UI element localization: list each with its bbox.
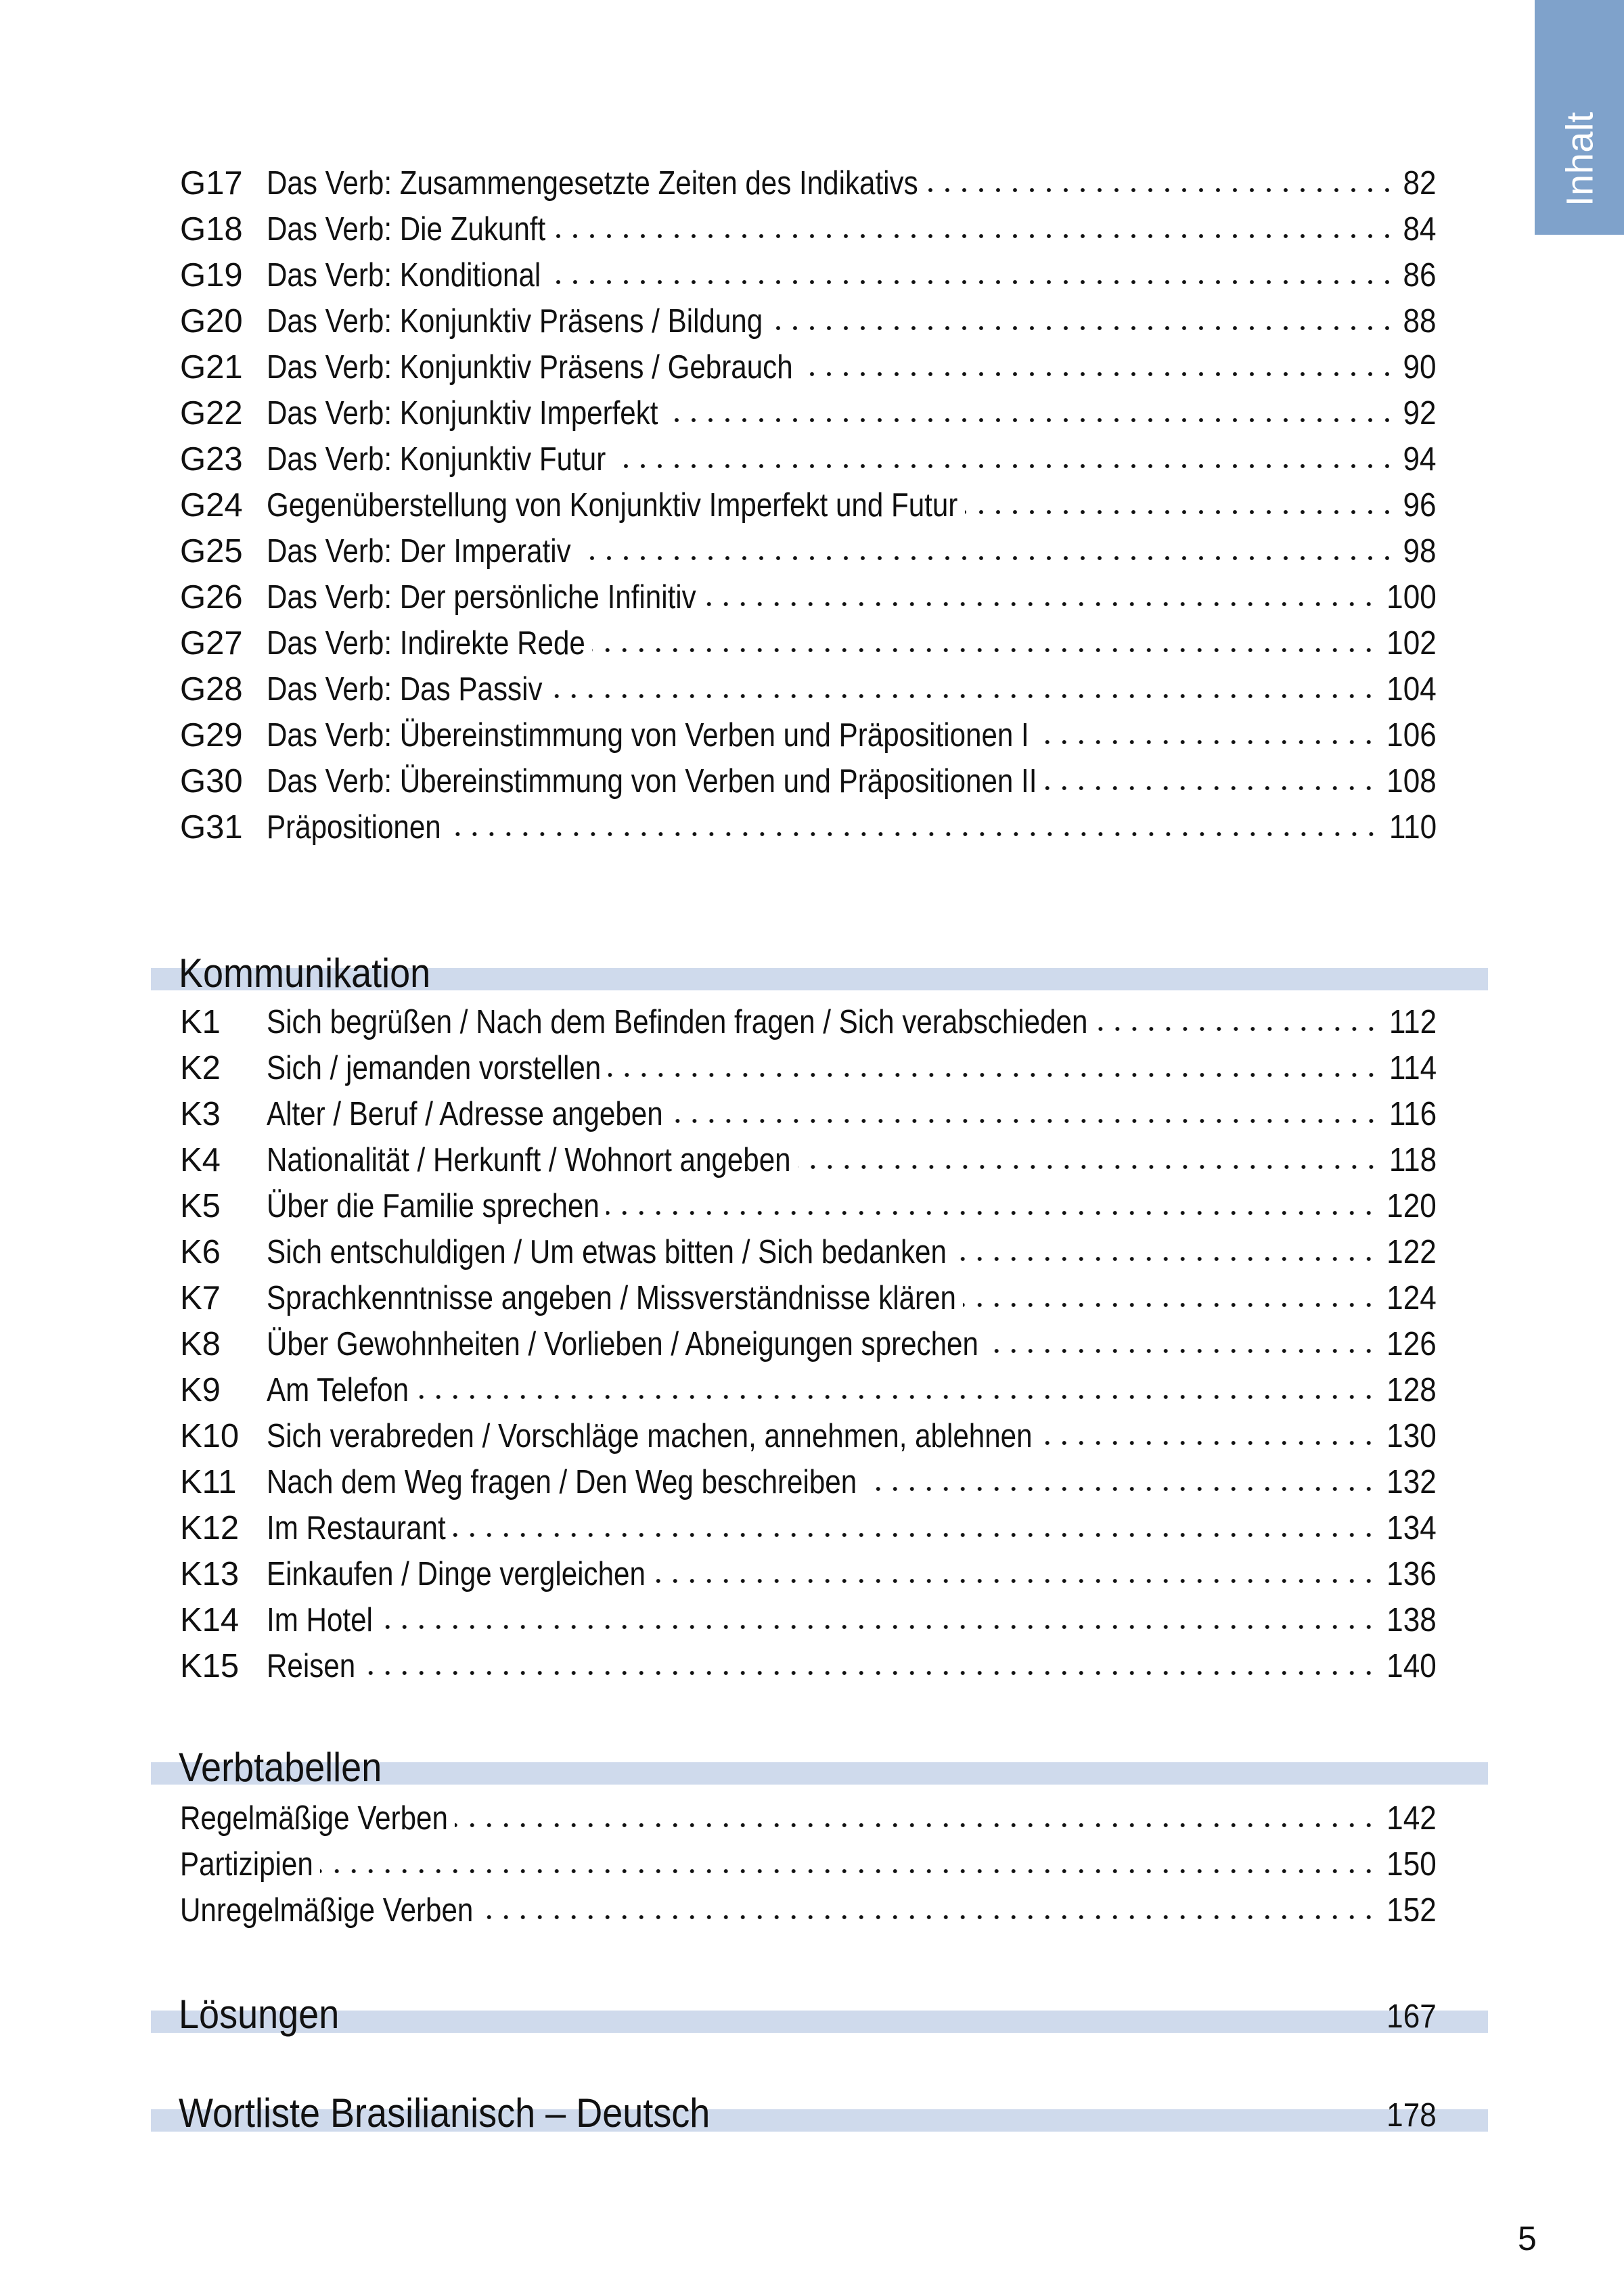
entry-page: 136 — [1386, 1556, 1437, 1592]
entry-title: Reisen — [267, 1648, 356, 1684]
section-tab-inhalt[interactable] — [1535, 0, 1624, 235]
entry-code: K12 — [180, 1510, 240, 1546]
entry-title: Das Verb: Übereinstimmung von Verben und Präpositionen II — [267, 763, 1037, 800]
entry-page: 90 — [1403, 349, 1437, 386]
entry-page: 150 — [1386, 1846, 1437, 1883]
dot-leader — [320, 1867, 1377, 1875]
dot-leader — [985, 1347, 1377, 1355]
entry-page: 132 — [1386, 1464, 1437, 1500]
toc-entry-k1[interactable] — [180, 1005, 1437, 1039]
dot-leader — [613, 462, 1395, 470]
entry-page: 122 — [1386, 1234, 1437, 1270]
entry-title: Sich entschuldigen / Um etwas bitten / Sich bedanken — [267, 1234, 947, 1270]
entry-page: 84 — [1403, 211, 1437, 248]
entry-page: 152 — [1386, 1892, 1437, 1929]
section-heading-verbtabellen[interactable]: Verbtabellen — [179, 1745, 382, 1790]
dot-leader — [925, 186, 1395, 194]
entry-page: 142 — [1386, 1800, 1437, 1837]
wortliste-page: 178 — [1386, 2097, 1437, 2134]
entry-code: G26 — [180, 579, 243, 616]
entry-title: Einkaufen / Dinge vergleichen — [267, 1556, 646, 1592]
toc-entry-k6[interactable] — [180, 1235, 1437, 1269]
toc-entry-g26[interactable] — [180, 580, 1437, 614]
dot-leader — [1095, 1025, 1380, 1033]
dot-leader — [453, 1531, 1377, 1539]
entry-title: Über Gewohnheiten / Vorlieben / Abneigungen sprechen — [267, 1326, 978, 1362]
entry-code: G18 — [180, 211, 243, 248]
entry-page: 96 — [1403, 487, 1437, 524]
toc-entry-k4[interactable] — [180, 1143, 1437, 1177]
toc-entry-k14[interactable] — [180, 1603, 1437, 1637]
entry-title: Am Telefon — [267, 1372, 409, 1408]
entry-page: 138 — [1386, 1602, 1437, 1638]
dot-leader — [1039, 1439, 1377, 1447]
toc-entry-k3[interactable] — [180, 1097, 1437, 1131]
dot-leader — [363, 1669, 1377, 1677]
entry-code: K4 — [180, 1142, 221, 1178]
entry-title: Partizipien — [180, 1846, 313, 1883]
toc-entry-regelmaessige-verben[interactable] — [180, 1801, 1437, 1835]
toc-entry-g20[interactable] — [180, 304, 1437, 338]
toc-entry-g24[interactable] — [180, 488, 1437, 522]
entry-title: Alter / Beruf / Adresse angeben — [267, 1096, 663, 1132]
entry-page: 124 — [1386, 1280, 1437, 1316]
dot-leader — [703, 600, 1377, 608]
entry-page: 116 — [1389, 1096, 1437, 1132]
entry-title: Sich verabreden / Vorschläge machen, annehmen, ablehnen — [267, 1418, 1033, 1454]
loesungen-page: 167 — [1386, 1998, 1437, 2035]
dot-leader — [578, 554, 1395, 562]
dot-leader — [963, 1301, 1377, 1309]
toc-entry-k7[interactable] — [180, 1281, 1437, 1315]
section-tab-label: Inhalt — [1558, 112, 1601, 206]
entry-title: Das Verb: Konjunktiv Präsens / Bildung — [267, 303, 763, 340]
entry-code: K10 — [180, 1418, 240, 1454]
entry-code: G20 — [180, 303, 243, 340]
entry-code: K14 — [180, 1602, 240, 1638]
entry-code: K13 — [180, 1556, 240, 1592]
entry-code: K6 — [180, 1234, 221, 1270]
entry-title: Das Verb: Konjunktiv Imperfekt — [267, 395, 658, 432]
entry-title: Im Restaurant — [267, 1510, 446, 1546]
dot-leader — [652, 1577, 1377, 1585]
entry-code: G19 — [180, 257, 243, 294]
toc-entry-k13[interactable] — [180, 1557, 1437, 1591]
toc-entry-k11[interactable] — [180, 1465, 1437, 1499]
entry-page: 120 — [1386, 1188, 1437, 1224]
dot-leader — [548, 278, 1395, 286]
entry-title: Das Verb: Zusammengesetzte Zeiten des Indikativs — [267, 165, 918, 202]
toc-entry-g19[interactable] — [180, 258, 1437, 292]
page-number: 5 — [1518, 2220, 1537, 2257]
toc-entry-k5[interactable] — [180, 1189, 1437, 1223]
entry-page: 128 — [1386, 1372, 1437, 1408]
dot-leader — [606, 1209, 1377, 1217]
section-heading-kommunikation[interactable]: Kommunikation — [179, 950, 431, 996]
dot-leader — [665, 416, 1395, 424]
toc-entry-unregelmaessige-verben[interactable] — [180, 1893, 1437, 1927]
entry-page: 94 — [1403, 441, 1437, 478]
entry-title: Das Verb: Der persönliche Infinitiv — [267, 579, 696, 616]
dot-leader — [553, 232, 1395, 240]
entry-page: 82 — [1403, 165, 1437, 202]
toc-entry-g17[interactable] — [180, 166, 1437, 200]
dot-leader — [480, 1913, 1377, 1921]
dot-leader — [549, 692, 1377, 700]
toc-entry-g27[interactable] — [180, 626, 1437, 660]
entry-page: 104 — [1386, 671, 1437, 708]
entry-title: Präpositionen — [267, 809, 441, 846]
entry-code: K2 — [180, 1050, 221, 1086]
dot-leader — [1036, 738, 1377, 746]
dot-leader — [864, 1485, 1377, 1493]
toc-entry-g29[interactable] — [180, 718, 1437, 752]
dot-leader — [670, 1117, 1380, 1125]
entry-title: Das Verb: Der Imperativ — [267, 533, 571, 570]
entry-title: Über die Familie sprechen — [267, 1188, 600, 1224]
dot-leader — [448, 830, 1380, 838]
entry-title: Sprachkenntnisse angeben / Missverständnisse klären — [267, 1280, 956, 1316]
entry-title: Das Verb: Indirekte Rede — [267, 625, 585, 662]
entry-page: 86 — [1403, 257, 1437, 294]
entry-page: 102 — [1386, 625, 1437, 662]
dot-leader — [800, 370, 1395, 378]
entry-page: 134 — [1386, 1510, 1437, 1546]
entry-page: 100 — [1386, 579, 1437, 616]
entry-code: K7 — [180, 1280, 221, 1316]
entry-page: 98 — [1403, 533, 1437, 570]
section-heading-loesungen[interactable]: Lösungen — [179, 1992, 340, 2037]
toc-entry-k9[interactable] — [180, 1373, 1437, 1407]
dot-leader — [608, 1071, 1380, 1079]
toc-entry-k15[interactable] — [180, 1649, 1437, 1683]
toc-entry-k12[interactable] — [180, 1511, 1437, 1545]
entry-page: 110 — [1389, 809, 1437, 846]
toc-entry-g25[interactable] — [180, 534, 1437, 568]
dot-leader — [380, 1623, 1377, 1631]
entry-page: 106 — [1386, 717, 1437, 754]
entry-page: 112 — [1389, 1004, 1437, 1040]
toc-entry-partizipien[interactable] — [180, 1847, 1437, 1881]
entry-code: G25 — [180, 533, 243, 570]
entry-title: Das Verb: Das Passiv — [267, 671, 543, 708]
entry-page: 140 — [1386, 1648, 1437, 1684]
dot-leader — [455, 1821, 1377, 1829]
toc-entry-g30[interactable] — [180, 764, 1437, 798]
entry-title: Sich begrüßen / Nach dem Befinden fragen / Sich verabschieden — [267, 1004, 1088, 1040]
entry-page: 130 — [1386, 1418, 1437, 1454]
toc-entry-g28[interactable] — [180, 672, 1437, 706]
dot-leader — [416, 1393, 1377, 1401]
entry-code: G21 — [180, 349, 243, 386]
entry-title: Das Verb: Übereinstimmung von Verben und Präpositionen I — [267, 717, 1029, 754]
entry-code: G23 — [180, 441, 243, 478]
entry-title: Das Verb: Konjunktiv Präsens / Gebrauch — [267, 349, 793, 386]
toc-entry-g18[interactable] — [180, 212, 1437, 246]
entry-page: 88 — [1403, 303, 1437, 340]
entry-code: G30 — [180, 763, 243, 800]
entry-title: Im Hotel — [267, 1602, 373, 1638]
entry-title: Nationalität / Herkunft / Wohnort angeben — [267, 1142, 791, 1178]
entry-page: 126 — [1386, 1326, 1437, 1362]
entry-code: G31 — [180, 809, 243, 846]
entry-title: Nach dem Weg fragen / Den Weg beschreiben — [267, 1464, 857, 1500]
entry-code: K11 — [180, 1464, 237, 1500]
toc-entry-k10[interactable] — [180, 1419, 1437, 1453]
entry-title: Das Verb: Die Zukunft — [267, 211, 546, 248]
toc-entry-k8[interactable] — [180, 1327, 1437, 1361]
dot-leader — [592, 646, 1377, 654]
entry-code: G27 — [180, 625, 243, 662]
toc-entry-g22[interactable] — [180, 396, 1437, 430]
toc-entry-k2[interactable] — [180, 1051, 1437, 1085]
entry-code: G28 — [180, 671, 243, 708]
entry-code: K8 — [180, 1326, 221, 1362]
toc-entry-g21[interactable] — [180, 350, 1437, 384]
dot-leader — [965, 508, 1395, 516]
entry-title: Gegenüberstellung von Konjunktiv Imperfekt und Futur — [267, 487, 958, 524]
entry-title: Unregelmäßige Verben — [180, 1892, 474, 1929]
entry-title: Das Verb: Konditional — [267, 257, 541, 294]
entry-title: Regelmäßige Verben — [180, 1800, 448, 1837]
dot-leader — [953, 1255, 1377, 1263]
entry-page: 118 — [1389, 1142, 1437, 1178]
entry-code: K1 — [180, 1004, 221, 1040]
entry-code: G29 — [180, 717, 243, 754]
entry-code: K3 — [180, 1096, 221, 1132]
entry-page: 114 — [1389, 1050, 1437, 1086]
entry-code: G24 — [180, 487, 243, 524]
entry-title: Das Verb: Konjunktiv Futur — [267, 441, 606, 478]
entry-code: K5 — [180, 1188, 221, 1224]
entry-title: Sich / jemanden vorstellen — [267, 1050, 602, 1086]
toc-entry-g23[interactable] — [180, 442, 1437, 476]
entry-code: K15 — [180, 1648, 240, 1684]
toc-entry-g31[interactable] — [180, 810, 1437, 844]
dot-leader — [770, 324, 1395, 332]
entry-code: G17 — [180, 165, 243, 202]
entry-code: K9 — [180, 1372, 221, 1408]
entry-page: 108 — [1386, 763, 1437, 800]
entry-page: 92 — [1403, 395, 1437, 432]
dot-leader — [798, 1163, 1380, 1171]
section-heading-wortliste[interactable]: Wortliste Brasilianisch – Deutsch — [179, 2090, 710, 2136]
entry-code: G22 — [180, 395, 243, 432]
dot-leader — [1044, 784, 1377, 792]
